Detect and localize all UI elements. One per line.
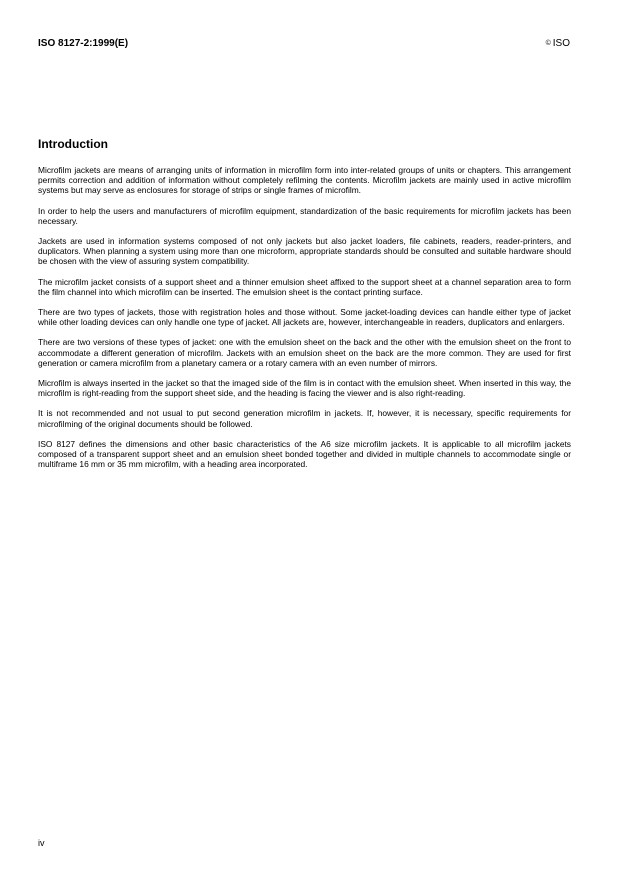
copyright-notice xyxy=(546,38,570,49)
paragraph: In order to help the users and manufacturers of microfilm equipment, standardization of the basic requirements for microfilm jackets has been necessary. xyxy=(38,205,571,226)
paragraph: Microfilm is always inserted in the jacket so that the imaged side of the film is in contact with the emulsion sheet. When inserted in this way, the microfilm is right-reading from the support sheet side, and the heading is facing the viewer and is also right-reading. xyxy=(38,378,571,399)
paragraph: There are two types of jackets, those with registration holes and those without. Some jacket-loading devices can handle either type of jacket while other loading devices can only handle one type of jacket. All jackets are, however, interchangeable in readers, duplicators and enlargers. xyxy=(38,307,571,328)
paragraph: The microfilm jacket consists of a support sheet and a thinner emulsion sheet affixed to the support sheet at a channel separation area to form the film channel into which microfilm can be inserted. The emulsion sheet is the contact printing surface. xyxy=(38,276,571,297)
paragraph: It is not recommended and not usual to put second generation microfilm in jackets. If, however, it is necessary, specific requirements for microfilming of the original documents should be followed. xyxy=(38,408,571,429)
paragraph: ISO 8127 defines the dimensions and other basic characteristics of the A6 size microfilm jackets. It is applicable to all microfilm jackets composed of a transparent support sheet and an emulsion sheet bonded together and divided in multiple channels to accommodate single or multiframe 16 mm or 35 mm microfilm, with a heading area incorporated. xyxy=(38,438,571,470)
standard-reference: ISO 8127-2:1999(E) xyxy=(38,38,129,49)
copyright-owner: ISO xyxy=(552,38,570,49)
section-body xyxy=(38,165,571,479)
paragraph: Jackets are used in information systems composed of not only jackets but also jacket loaders, file cabinets, readers, reader-printers, and duplicators. When planning a system using more than one microform, appropriate standards should be consulted and suitable hardware should be chosen with the view of assuring system compatibility. xyxy=(38,236,571,267)
paragraph: There are two versions of these types of jacket: one with the emulsion sheet on the back and the other with the emulsion sheet on the front to accommodate a different generation of microfilm. Jackets with an emulsion sheet on the back are the more common. They are used for first generation or camera microfilm from a planetary camera or a rotary camera with an even number of mirrors. xyxy=(38,337,571,368)
section-title: Introduction xyxy=(38,137,108,151)
page-number: iv xyxy=(38,838,45,848)
copyright-symbol: © xyxy=(545,40,551,47)
paragraph: Microfilm jackets are means of arranging units of information in microfilm form into inter-related groups of units or chapters. This arrangement permits correction and addition of information without completely refilming the contents. Microfilm jackets are mainly used in active microfilm systems but may serve as enclosures for storage of strips or single frames of microfilm. xyxy=(38,165,571,196)
